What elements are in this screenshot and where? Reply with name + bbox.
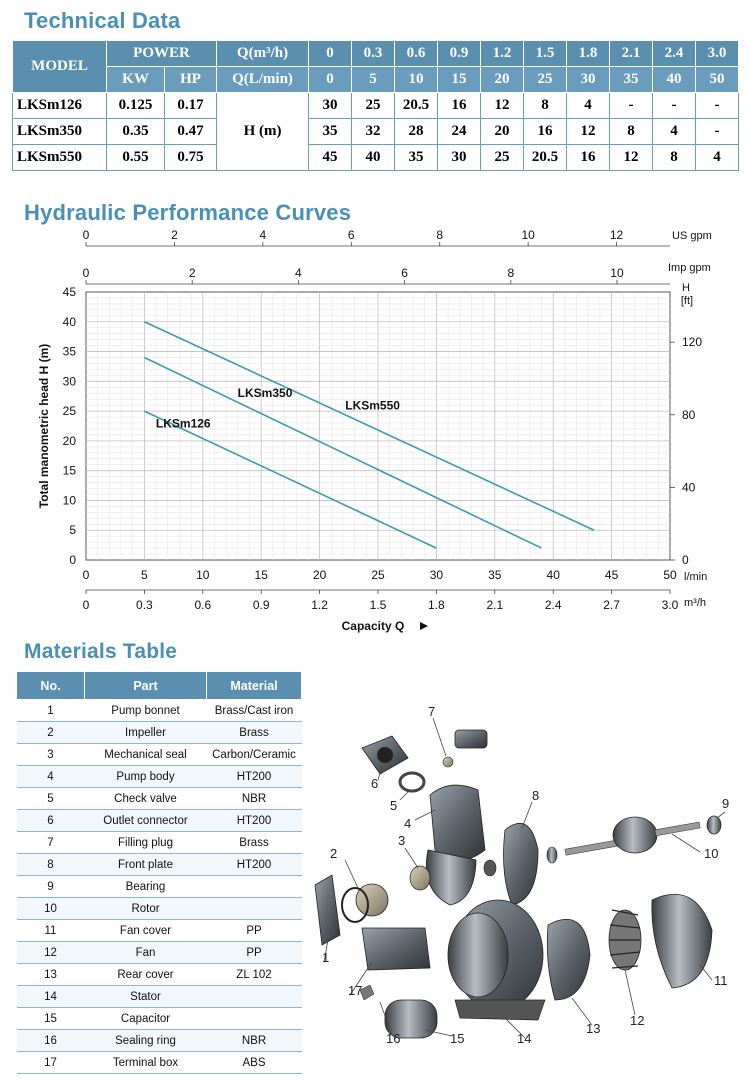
x-lmin-unit: l/min <box>684 571 708 583</box>
x-lmin-tick-label: 0 <box>82 568 90 582</box>
material-cell-material <box>207 986 302 1008</box>
material-cell-material <box>207 1008 302 1030</box>
y-ft-title: H <box>682 282 690 294</box>
head-cell: 16 <box>438 93 481 119</box>
material-cell-no: 8 <box>17 854 85 876</box>
part-rear-cover <box>547 919 590 1000</box>
head-cell: 16 <box>567 145 610 171</box>
material-cell-part: Capacitor <box>85 1008 207 1030</box>
part-stator <box>448 900 545 1020</box>
y-ft-tick-label: 0 <box>682 553 689 567</box>
q-m3h-value: 0.9 <box>438 41 481 67</box>
table-row <box>13 145 739 171</box>
material-cell-no: 9 <box>17 876 85 898</box>
table-row <box>13 93 739 119</box>
table-row <box>17 1052 302 1074</box>
kw-cell: 0.35 <box>107 119 165 145</box>
x-lmin-tick-label: 35 <box>488 568 502 582</box>
material-cell-part: Fan <box>85 942 207 964</box>
table-row <box>17 1030 302 1052</box>
material-cell-no: 16 <box>17 1030 85 1052</box>
table-row <box>17 854 302 876</box>
hp-cell: 0.75 <box>165 145 217 171</box>
callout-9: 9 <box>722 796 730 811</box>
material-cell-no: 1 <box>17 700 85 722</box>
model-header: MODEL <box>13 41 107 93</box>
part-rotor <box>565 817 700 855</box>
head-cell: 45 <box>309 145 352 171</box>
tech-data-table <box>12 40 739 171</box>
exploded-view-diagram <box>300 700 750 1080</box>
series-label: LKSm126 <box>155 416 211 431</box>
y-tick-label: 30 <box>62 374 76 389</box>
head-cell: 12 <box>610 145 653 171</box>
q-lmin-value: 5 <box>352 67 395 93</box>
head-cell: 8 <box>524 93 567 119</box>
material-cell-material: Carbon/Ceramic <box>207 744 302 766</box>
head-cell: 12 <box>481 93 524 119</box>
material-cell-part: Rotor <box>85 898 207 920</box>
q-lmin-value: 40 <box>653 67 696 93</box>
table-row <box>17 876 302 898</box>
y-ft-tick-label: 40 <box>682 480 696 495</box>
q-lmin-value: 15 <box>438 67 481 93</box>
y-ft-tick-label: 80 <box>682 407 696 422</box>
part-outlet-connector <box>362 736 408 774</box>
x-lmin-tick-label: 10 <box>196 568 210 582</box>
q-lmin-value: 0 <box>309 67 352 93</box>
material-cell-no: 15 <box>17 1008 85 1030</box>
head-cell: 4 <box>696 145 739 171</box>
col-header-no: No. <box>17 672 85 700</box>
table-row <box>13 119 739 145</box>
x-usgpm-tick-label: 4 <box>259 228 267 242</box>
table-row <box>17 898 302 920</box>
callout-7: 7 <box>428 704 436 719</box>
head-cell: 8 <box>610 119 653 145</box>
model-cell: LKSm550 <box>13 145 107 171</box>
x-m3h-tick-label: 2.7 <box>603 598 620 612</box>
x-lmin-tick-label: 50 <box>663 568 677 582</box>
material-cell-part: Outlet connector <box>85 810 207 832</box>
material-cell-part: Sealing ring <box>85 1030 207 1052</box>
x-impgpm-tick-label: 10 <box>610 266 624 280</box>
part-fan <box>609 910 641 970</box>
q-lmin-value: 50 <box>696 67 739 93</box>
q-m3h-value: 0.3 <box>352 41 395 67</box>
material-cell-part: Pump body <box>85 766 207 788</box>
material-cell-material: ZL 102 <box>207 964 302 986</box>
head-cell: 4 <box>567 93 610 119</box>
x-usgpm-tick-label: 2 <box>171 228 178 242</box>
y-tick-label: 5 <box>69 523 76 538</box>
x-m3h-tick-label: 1.2 <box>311 598 328 612</box>
material-cell-material: ABS <box>207 1052 302 1074</box>
series-label: LKSm550 <box>345 398 400 413</box>
table-row <box>17 722 302 744</box>
material-cell-no: 17 <box>17 1052 85 1074</box>
table-row <box>17 1008 302 1030</box>
table-row <box>17 964 302 986</box>
x-m3h-tick-label: 0.9 <box>252 598 270 612</box>
callout-6: 6 <box>371 776 379 791</box>
callout-4: 4 <box>404 816 412 831</box>
q-lmin-value: 10 <box>395 67 438 93</box>
q-m3h-value: 2.4 <box>653 41 696 67</box>
x-m3h-tick-label: 1.5 <box>369 598 387 612</box>
material-cell-part: Filling plug <box>85 832 207 854</box>
q-lmin-value: 35 <box>610 67 653 93</box>
head-cell: 12 <box>567 119 610 145</box>
part-check-valve <box>400 773 424 791</box>
x-usgpm-tick-label: 0 <box>82 228 90 242</box>
material-cell-part: Bearing <box>85 876 207 898</box>
material-cell-material: PP <box>207 920 302 942</box>
callout-16: 16 <box>386 1031 401 1046</box>
y-tick-label: 15 <box>62 463 76 478</box>
x-lmin-tick-label: 30 <box>429 568 444 582</box>
y-tick-label: 25 <box>62 404 76 419</box>
callout-3: 3 <box>398 833 406 848</box>
callout-14: 14 <box>517 1031 532 1046</box>
q-lmin-header: Q(L/min) <box>217 67 309 93</box>
x-lmin-tick-label: 25 <box>371 568 385 582</box>
material-cell-part: Front plate <box>85 854 207 876</box>
material-cell-material: PP <box>207 942 302 964</box>
y-ft-unit: [ft] <box>680 295 694 307</box>
x-m3h-tick-label: 0 <box>82 598 90 612</box>
x-lmin-tick-label: 5 <box>141 568 148 582</box>
material-cell-no: 12 <box>17 942 85 964</box>
head-cell: 25 <box>352 93 395 119</box>
part-terminal-box <box>362 928 430 970</box>
material-cell-material: HT200 <box>207 810 302 832</box>
x-axis-arrow <box>420 622 428 630</box>
callout-2: 2 <box>330 846 338 861</box>
x-impgpm-tick-label: 8 <box>507 266 515 280</box>
x-axis-title: Capacity Q <box>341 619 405 633</box>
material-cell-material: NBR <box>207 788 302 810</box>
y-tick-label: 20 <box>62 433 76 448</box>
table-row <box>17 700 302 722</box>
material-cell-part: Fan cover <box>85 920 207 942</box>
head-cell: 20.5 <box>524 145 567 171</box>
col-header-part: Part <box>85 672 207 700</box>
q-m3h-header: Q(m³/h) <box>217 41 309 67</box>
table-row <box>17 766 302 788</box>
callout-11: 11 <box>714 973 728 988</box>
callout-17: 17 <box>348 983 363 998</box>
x-impgpm-tick-label: 0 <box>82 266 90 280</box>
x-impgpm-tick-label: 2 <box>188 266 196 280</box>
table-row <box>17 744 302 766</box>
material-cell-material: Brass <box>207 722 302 744</box>
table-row <box>17 788 302 810</box>
q-m3h-value: 3.0 <box>696 41 739 67</box>
head-cell: 4 <box>653 119 696 145</box>
x-impgpm-tick-label: 6 <box>401 266 408 280</box>
callout-12: 12 <box>630 1013 645 1028</box>
head-cell: 20 <box>481 119 524 145</box>
part-bearing <box>707 816 721 834</box>
kw-cell: 0.55 <box>107 145 165 171</box>
x-impgpm-unit: Imp gpm <box>668 262 711 274</box>
part-pump-bonnet <box>315 875 340 945</box>
x-lmin-tick-label: 20 <box>312 568 327 582</box>
callout-1: 1 <box>322 950 330 965</box>
x-m3h-tick-label: 0.3 <box>136 598 153 612</box>
part-mechanical-seal <box>410 866 430 890</box>
part-front-plate <box>504 823 538 905</box>
material-cell-no: 7 <box>17 832 85 854</box>
x-usgpm-tick-label: 8 <box>436 228 444 242</box>
x-lmin-tick-label: 45 <box>604 568 619 582</box>
material-cell-material: HT200 <box>207 766 302 788</box>
materials-title: Materials Table <box>24 640 178 663</box>
head-cell: - <box>610 93 653 119</box>
hp-cell: 0.17 <box>165 93 217 119</box>
material-cell-no: 4 <box>17 766 85 788</box>
col-header-material: Material <box>207 672 302 700</box>
y-tick-label: 0 <box>69 553 76 567</box>
head-cell: 35 <box>309 119 352 145</box>
y-tick-label: 45 <box>62 285 76 299</box>
material-cell-no: 10 <box>17 898 85 920</box>
q-lmin-value: 25 <box>524 67 567 93</box>
materials-table <box>16 671 302 1074</box>
head-cell: 35 <box>395 145 438 171</box>
model-cell: LKSm126 <box>13 93 107 119</box>
performance-chart <box>0 226 750 636</box>
material-cell-part: Stator <box>85 986 207 1008</box>
material-cell-part: Impeller <box>85 722 207 744</box>
kw-header: KW <box>107 67 165 93</box>
material-cell-no: 5 <box>17 788 85 810</box>
material-cell-no: 13 <box>17 964 85 986</box>
material-cell-material <box>207 898 302 920</box>
y-tick-label: 10 <box>62 493 76 508</box>
head-cell: 30 <box>438 145 481 171</box>
material-cell-material: NBR <box>207 1030 302 1052</box>
x-m3h-unit: m³/h <box>684 597 706 609</box>
callout-13: 13 <box>586 1021 601 1036</box>
material-cell-part: Pump bonnet <box>85 700 207 722</box>
head-cell: 30 <box>309 93 352 119</box>
head-cell: - <box>653 93 696 119</box>
hp-cell: 0.47 <box>165 119 217 145</box>
x-usgpm-tick-label: 12 <box>609 228 624 242</box>
material-cell-material: Brass <box>207 832 302 854</box>
x-lmin-tick-label: 15 <box>254 568 268 582</box>
head-cell: - <box>696 119 739 145</box>
x-usgpm-tick-label: 10 <box>521 228 535 242</box>
q-lmin-value: 20 <box>481 67 524 93</box>
part-filling-plug <box>443 730 487 767</box>
head-cell: 8 <box>653 145 696 171</box>
material-cell-no: 11 <box>17 920 85 942</box>
x-m3h-tick-label: 0.6 <box>194 598 212 612</box>
head-cell: 24 <box>438 119 481 145</box>
q-m3h-value: 1.5 <box>524 41 567 67</box>
material-cell-part: Check valve <box>85 788 207 810</box>
chart-title: Hydraulic Performance Curves <box>24 200 352 225</box>
x-usgpm-unit: US gpm <box>672 230 712 242</box>
power-header: POWER <box>107 41 217 67</box>
head-cell: 28 <box>395 119 438 145</box>
x-lmin-tick-label: 40 <box>546 568 560 582</box>
q-m3h-value: 1.8 <box>567 41 610 67</box>
x-m3h-tick-label: 2.1 <box>486 598 504 612</box>
table-row <box>17 942 302 964</box>
callout-5: 5 <box>390 798 398 813</box>
q-lmin-value: 30 <box>567 67 610 93</box>
series-label: LKSm350 <box>237 386 293 401</box>
part-pump-body <box>426 785 485 905</box>
material-cell-material: HT200 <box>207 854 302 876</box>
x-m3h-tick-label: 2.4 <box>544 598 562 612</box>
table-row <box>17 810 302 832</box>
y-tick-label: 40 <box>62 314 76 329</box>
q-m3h-value: 1.2 <box>481 41 524 67</box>
material-cell-no: 14 <box>17 986 85 1008</box>
q-m3h-value: 2.1 <box>610 41 653 67</box>
x-impgpm-tick-label: 4 <box>295 266 302 280</box>
head-cell: 32 <box>352 119 395 145</box>
material-cell-material <box>207 876 302 898</box>
callout-10: 10 <box>704 846 719 861</box>
q-m3h-value: 0.6 <box>395 41 438 67</box>
material-cell-part: Terminal box <box>85 1052 207 1074</box>
x-usgpm-tick-label: 6 <box>347 228 355 242</box>
head-cell: 40 <box>352 145 395 171</box>
y-axis-title: Total manometric head H (m) <box>37 343 51 509</box>
hp-header: HP <box>165 67 217 93</box>
part-fan-cover <box>652 894 712 988</box>
x-m3h-tick-label: 3.0 <box>661 598 679 612</box>
head-label-cell: H (m) <box>217 93 309 171</box>
head-cell: 16 <box>524 119 567 145</box>
table-row <box>17 986 302 1008</box>
head-cell: 25 <box>481 145 524 171</box>
table-row <box>17 920 302 942</box>
x-m3h-tick-label: 1.8 <box>428 598 445 612</box>
material-cell-part: Rear cover <box>85 964 207 986</box>
kw-cell: 0.125 <box>107 93 165 119</box>
y-ft-tick-label: 120 <box>682 335 703 350</box>
tech-data-title: Technical Data <box>24 8 181 33</box>
head-cell: 20.5 <box>395 93 438 119</box>
callout-8: 8 <box>532 788 540 803</box>
table-row <box>17 832 302 854</box>
material-cell-no: 3 <box>17 744 85 766</box>
material-cell-material: Brass/Cast iron <box>207 700 302 722</box>
q-m3h-value: 0 <box>309 41 352 67</box>
material-cell-part: Mechanical seal <box>85 744 207 766</box>
head-cell: - <box>696 93 739 119</box>
materials-body <box>17 700 302 1074</box>
model-cell: LKSm350 <box>13 119 107 145</box>
material-cell-no: 6 <box>17 810 85 832</box>
y-tick-label: 35 <box>62 344 76 359</box>
callout-15: 15 <box>450 1031 465 1046</box>
material-cell-no: 2 <box>17 722 85 744</box>
